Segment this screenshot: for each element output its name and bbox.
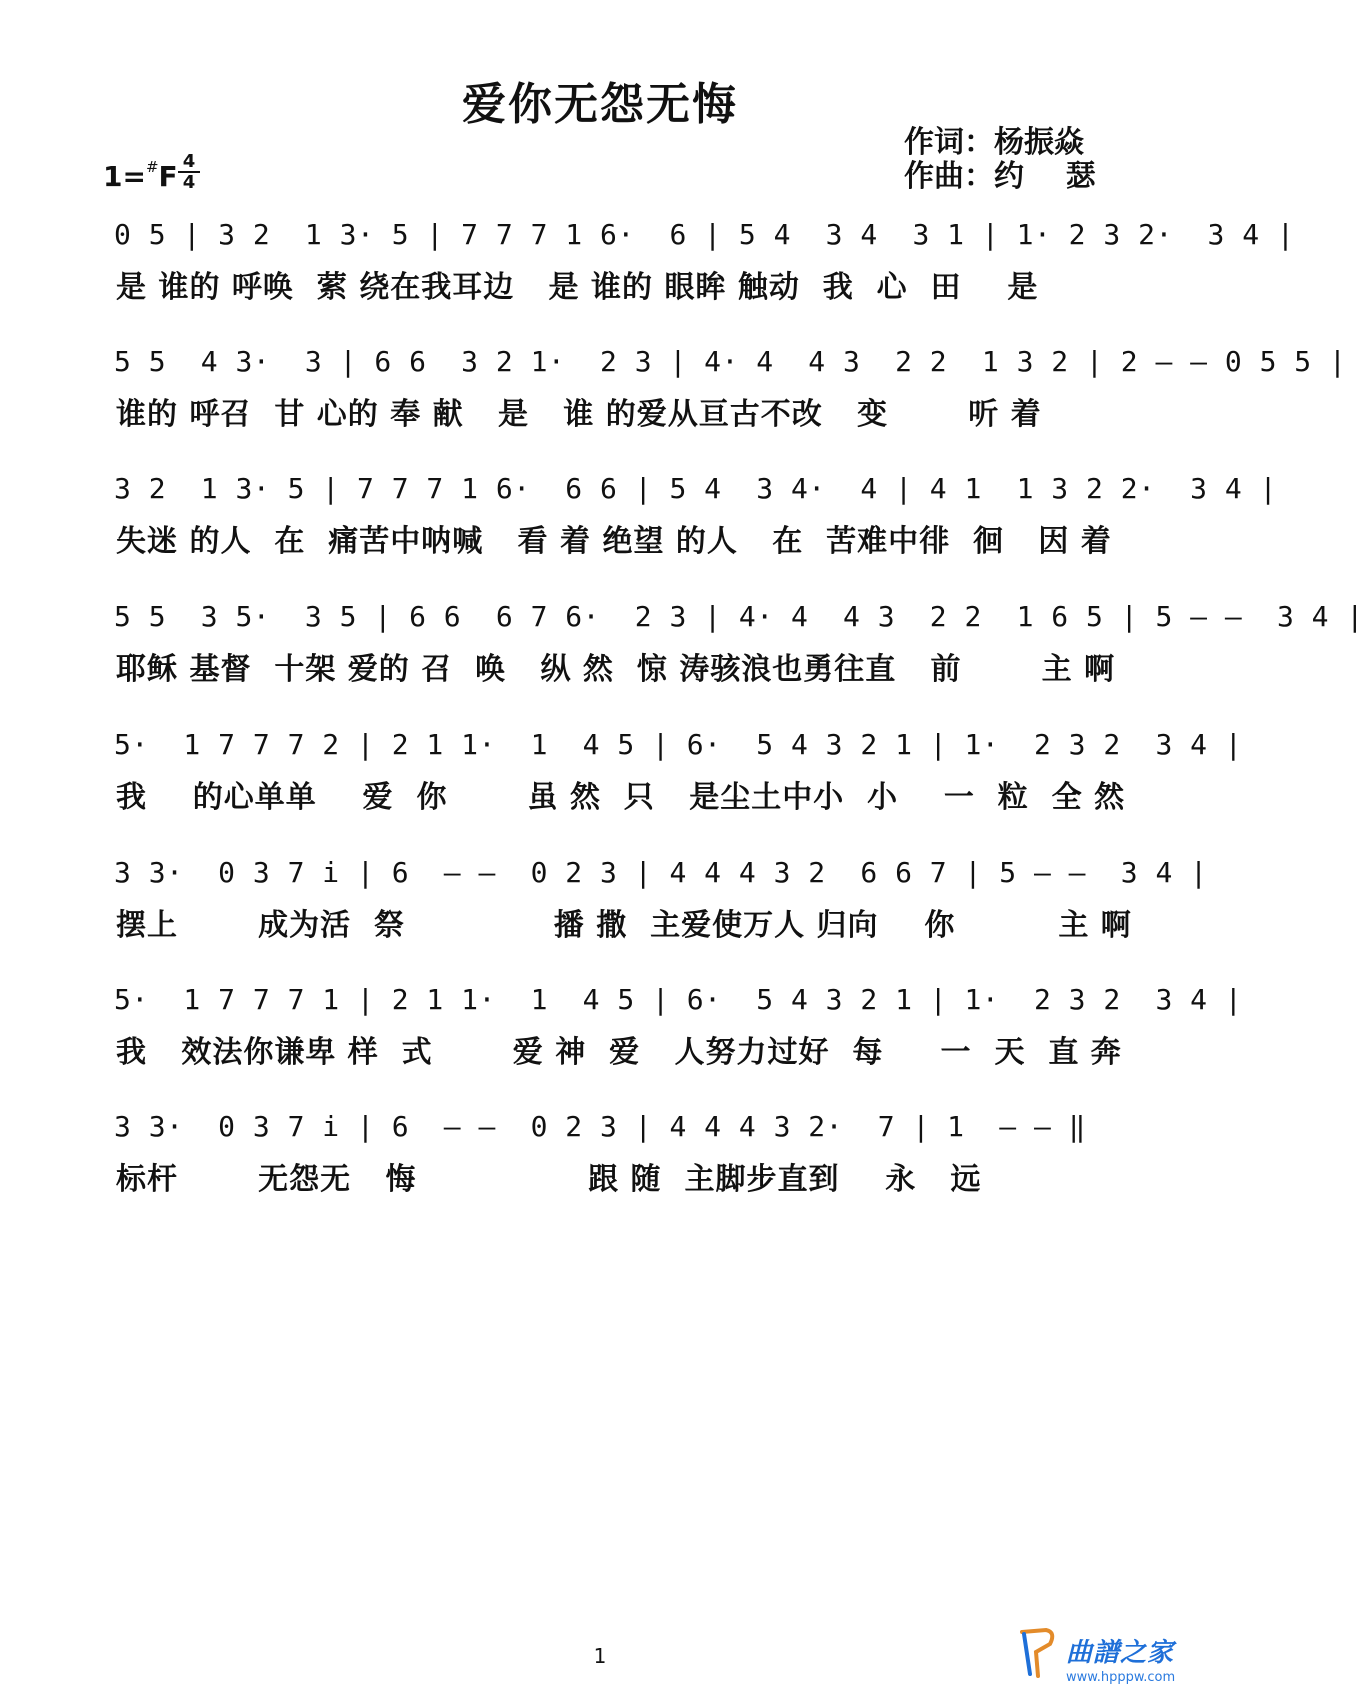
jianpu-notes: 5 5 4 3· 3 | 6 6 3 2 1· 2 3 | 4· 4 4 3 2 2 1 3 2 | 2 – – 0 5 5 | [114, 345, 1347, 378]
lyrics-line: 失迷 的人 在 痛苦中呐喊 看 着 绝望 的人 在 苦难中徘 徊 因 着 [116, 524, 1112, 559]
page-title: 爱你无怨无悔 [462, 79, 738, 130]
lyrics-line: 摆上 成为活 祭 播 撒 主爱使万人 归向 你 主 啊 [116, 908, 1132, 943]
lyrics-line: 谁的 呼召 甘 心的 奉 献 是 谁 的爱从亘古不改 变 听 着 [116, 397, 1042, 432]
jianpu-notes: 5· 1 7 7 7 2 | 2 1 1· 1 4 5 | 6· 5 4 3 2 1 | 1· 2 3 2 3 4 | [114, 728, 1243, 761]
lyrics-line: 耶稣 基督 十架 爱的 召 唤 纵 然 惊 涛骇浪也勇往直 前 主 啊 [116, 652, 1116, 687]
page-number: 1 [593, 1644, 607, 1668]
time-denominator: 4 [182, 172, 196, 193]
jianpu-notes: 3 3· 0 3 7 i | 6 – – 0 2 3 | 4 4 4 3 2· 7 | 1 – – ‖ [114, 1110, 1087, 1143]
watermark [1016, 1626, 1200, 1696]
watermark-url: www.hpppw.com [1066, 1670, 1176, 1685]
jianpu-notes: 3 3· 0 3 7 i | 6 – – 0 2 3 | 4 4 4 3 2 6 6 7 | 5 – – 3 4 | [114, 856, 1208, 889]
lyricist-credit: 作词：杨振焱 [904, 125, 1084, 160]
watermark-name: 曲譜之家 [1066, 1638, 1175, 1668]
sharp-symbol: # [145, 158, 159, 176]
key-prefix: 1= [103, 160, 146, 193]
lyrics-line: 我 的心单单 爱 你 虽 然 只 是尘土中小 小 一 粒 全 然 [116, 780, 1126, 815]
lyrics-line: 标杆 无怨无 悔 跟 随 主脚步直到 永 远 [116, 1162, 982, 1197]
key-note: F [158, 160, 178, 193]
lyrics-line: 我 效法你谦卑 样 式 爱 神 爱 人努力过好 每 一 天 直 奔 [116, 1035, 1122, 1070]
jianpu-notes: 5· 1 7 7 7 1 | 2 1 1· 1 4 5 | 6· 5 4 3 2 1 | 1· 2 3 2 3 4 | [114, 983, 1243, 1016]
time-numerator: 4 [178, 152, 200, 173]
composer-credit: 作曲：约 瑟 [904, 159, 1096, 194]
jianpu-notes: 0 5 | 3 2 1 3· 5 | 7 7 7 1 6· 6 | 5 4 3 4 3 1 | 1· 2 3 2· 3 4 | [114, 218, 1295, 251]
lyrics-line: 是 谁的 呼唤 萦 绕在我耳边 是 谁的 眼眸 触动 我 心 田 是 [116, 270, 1039, 305]
jianpu-notes: 3 2 1 3· 5 | 7 7 7 1 6· 6 6 | 5 4 3 4· 4 | 4 1 1 3 2 2· 3 4 | [114, 472, 1277, 505]
jianpu-notes: 5 5 3 5· 3 5 | 6 6 6 7 6· 2 3 | 4· 4 4 3 2 2 1 6 5 | 5 – – 3 4 | [114, 600, 1364, 633]
watermark-logo-icon [1016, 1626, 1060, 1682]
